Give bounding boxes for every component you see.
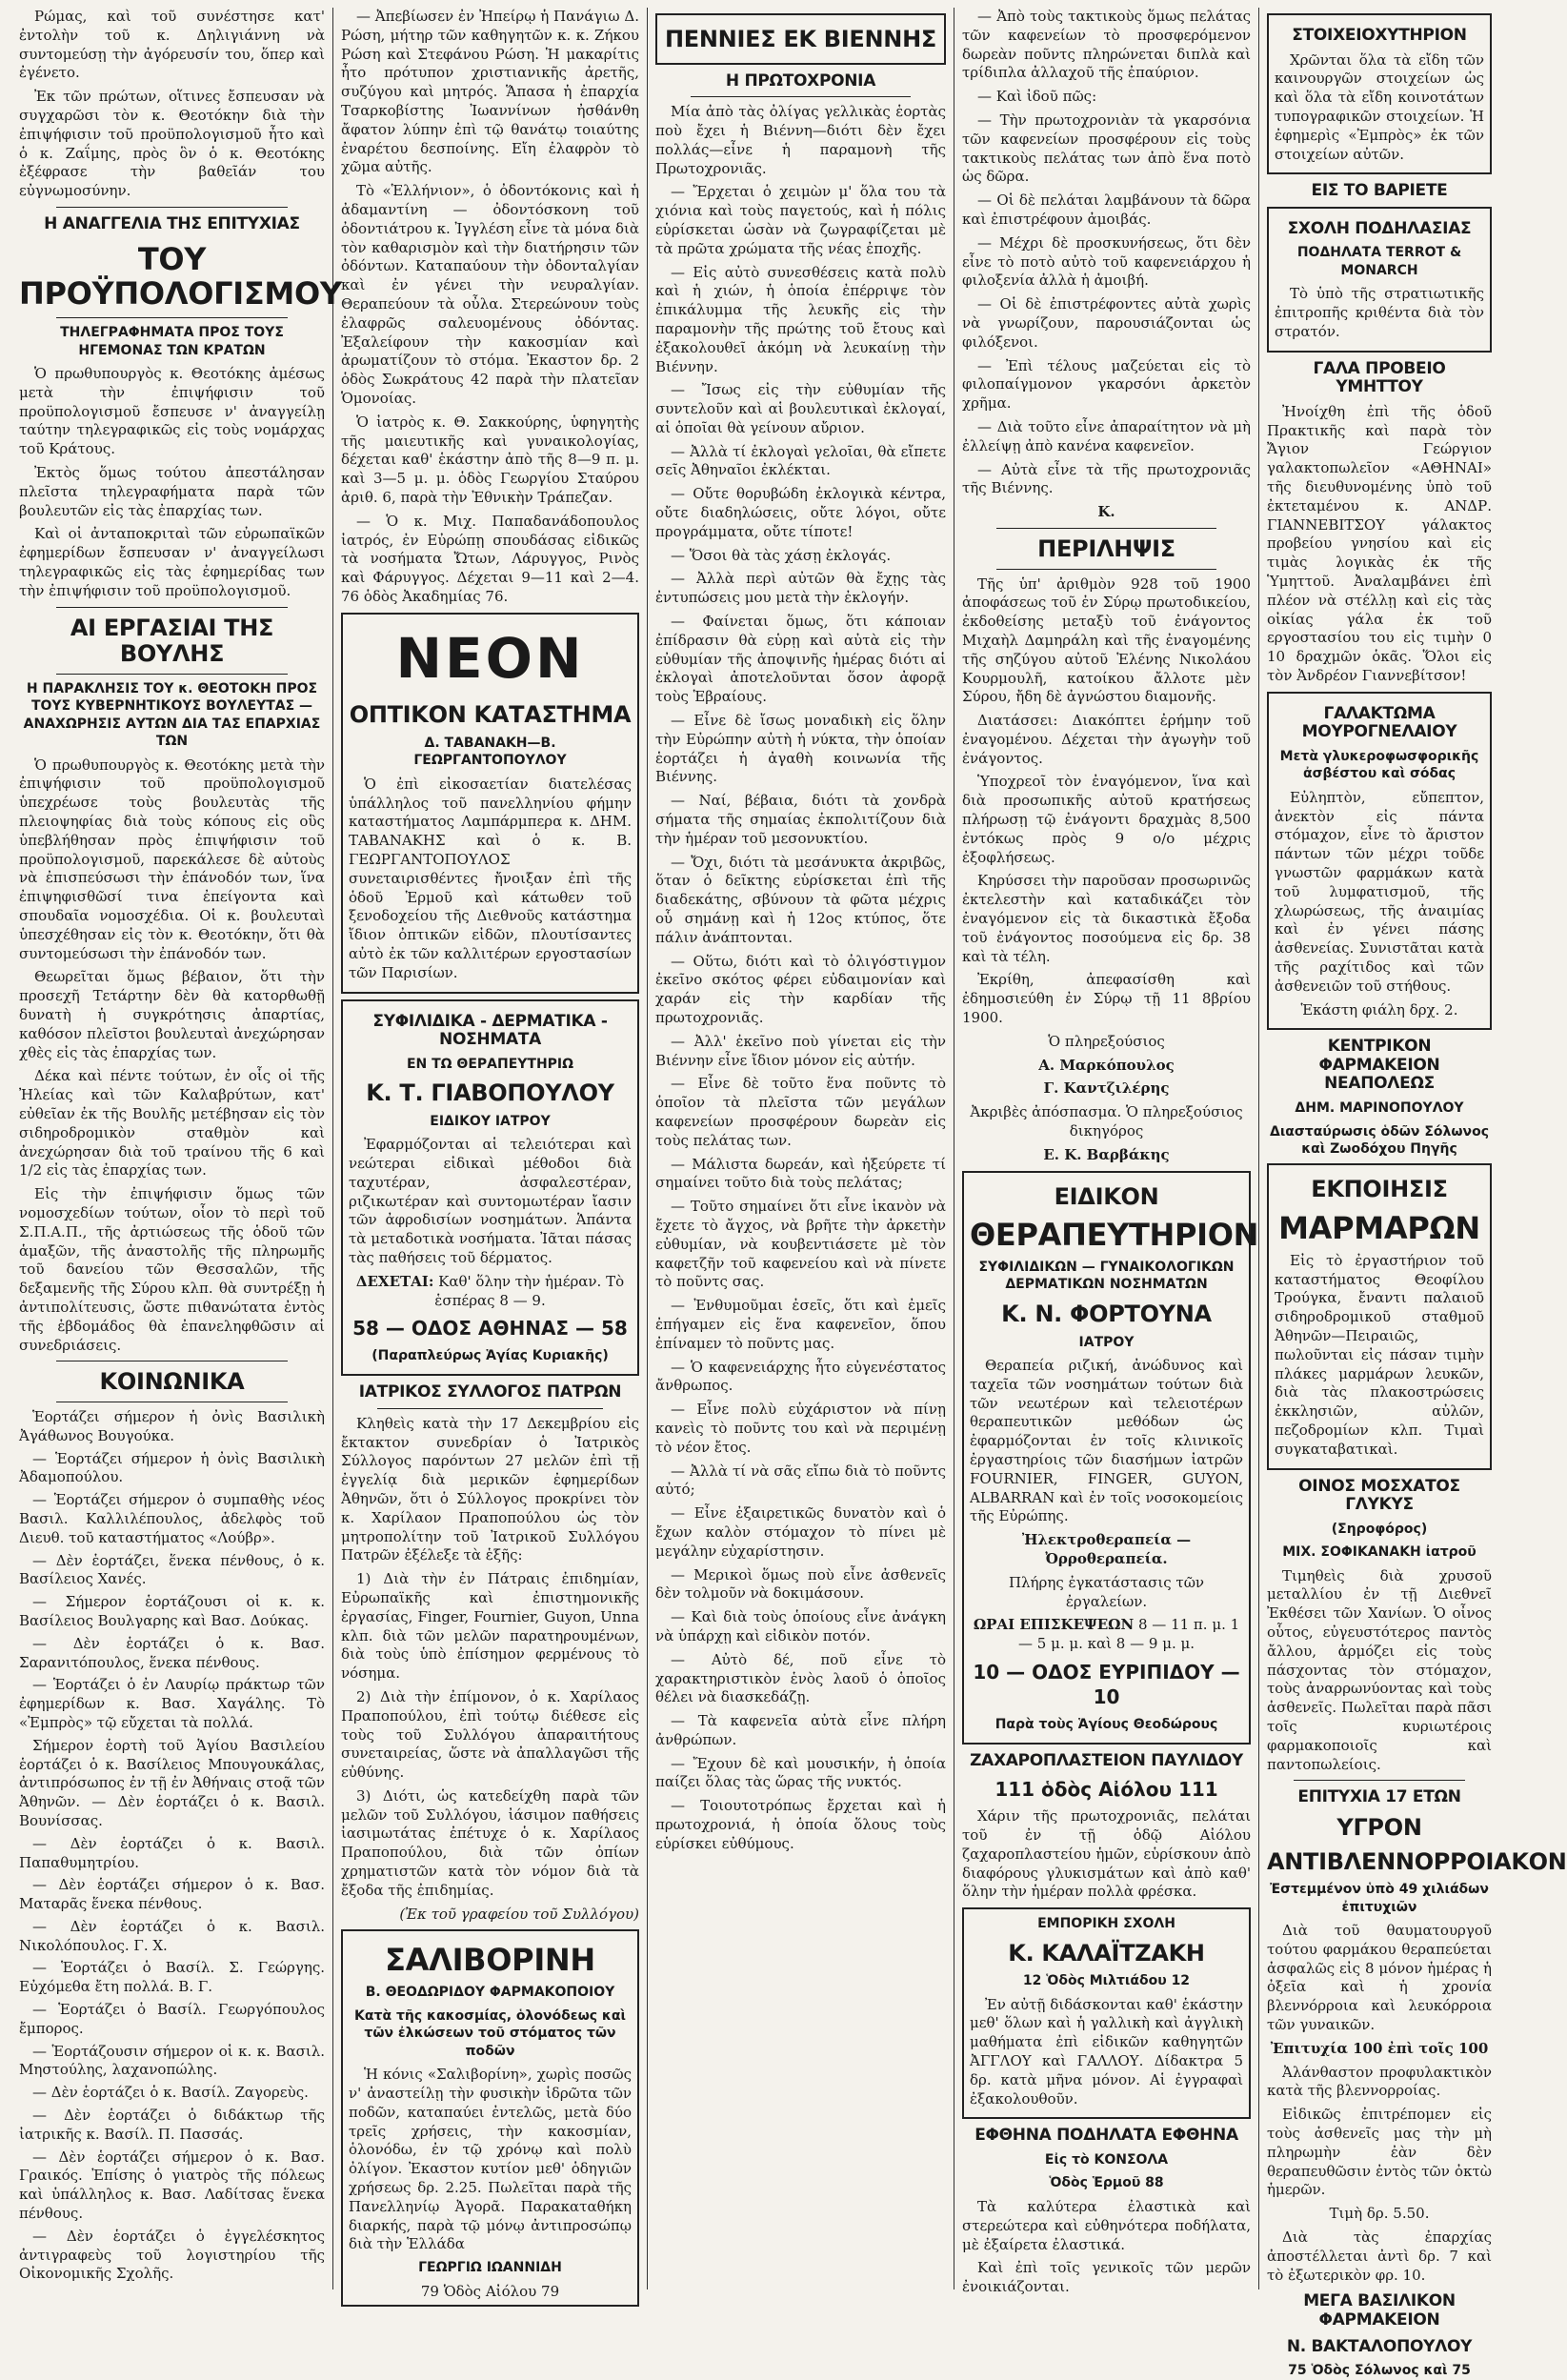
clinic-address: 10 — ΟΔΟΣ ΕΥΡΙΠΙΔΟΥ — 10 <box>973 1660 1240 1709</box>
clinic-extra: Ἠλεκτροθεραπεία — Ὀρροθεραπεία. <box>1021 1531 1192 1567</box>
marble-body: Εἰς τὸ ἐργαστήριον τοῦ καταστήματος Θεοφίλου Τρούγκα, ἔναντι παλαιοῦ σιδηροδρομικοῦ σταθμοῦ Ἀθηνῶν—Πειραιῶς, πωλοῦνται εἰς πάσαν τιμὴν πλάκες μαρμάρων λευκῶν, διὰ τὰς πλακοστρώσεις ἐκκλησιῶν, αὐλῶν, πεζοδρομίων κλπ. Τιμαὶ συγκαταβατικαὶ. <box>1275 1251 1484 1458</box>
marble-title: ΜΑΡΜΑΡΩΝ <box>1278 1210 1480 1247</box>
social-item: — Δὲν ἑορτάζει σήμερον ὁ κ. Βασ. Ματαρᾶς ἕνεκα πένθους. <box>19 1876 325 1913</box>
remedy-price: Τιμὴ δρ. 5.50. <box>1329 2205 1430 2223</box>
article-paragraph: — Καὶ ἰδοῦ πῶς: <box>977 88 1097 106</box>
clinic-doctor: Κ. Ν. ΦΟΡΤΟΥΝΑ <box>1001 1300 1212 1327</box>
article-paragraph: 2) Διὰ τὴν ἐπίμονον, ὁ κ. Χαρίλαος Πραποπούλου, ἐπὶ τούτῳ διέθεσε εἰς τοὺς τοῦ Συλλόγου ἀπαραιτήτους συνεταιρείας, ὥστε νὰ ἀπαλλαγῶσι τῆς εὐθύνης. <box>341 1687 639 1782</box>
royal-pharmacy-address: 75 Ὁδὸς Σόλωνος καὶ 75 <box>1288 2363 1471 2379</box>
marble-kicker: ΕΚΠΟΙΗΣΙΣ <box>1311 1176 1448 1203</box>
optical-subtitle: ΟΠΤΙΚΟΝ ΚΑΤΑΣΤΗΜΑ <box>349 701 632 729</box>
syphilis-title: ΣΥΦΙΛΙΔΙΚΑ - ΔΕΡΜΑΤΙΚΑ - ΝΟΣΗΜΑΤΑ <box>372 1011 608 1050</box>
bicycle-ad-title: ΕΦΘΗΝΑ ΠΟΔΗΛΑΤΑ ΕΦΘΗΝΑ <box>974 2126 1238 2146</box>
medical-association-headline: ΙΑΤΡΙΚΟΣ ΣΥΛΛΟΓΟΣ ΠΑΤΡΩΝ <box>358 1382 622 1402</box>
royal-pharmacy-title: ΜΕΓΑ ΒΑΣΙΛΙΚΟΝ ΦΑΡΜΑΚΕΙΟΝ <box>1303 2291 1456 2330</box>
cycling-school-body: Τὸ ὑπὸ τῆς στρατιωτικῆς ἐπιτροπῆς κριθέντα διὰ τὸν στρατόν. <box>1275 285 1484 340</box>
typefoundry-title: ΣΤΟΙΧΕΙΟΧΥΤΗΡΙΟΝ <box>1292 26 1467 45</box>
social-item: — Ἑορτάζει ὁ Βασίλ. Σ. Γεώργης. Εὐχόμεθα ἔτη πολλά. Β. Γ. <box>19 1959 325 1996</box>
social-item: — Δὲν ἑορτάζει ὁ κ. Βασ. Σαρανιτόπουλος, ἕνεκα πένθους. <box>19 1634 325 1671</box>
wine-subtitle: (Σηροφόρος) <box>1331 1521 1428 1537</box>
article-paragraph: Δέκα καὶ πέντε τούτων, ἐν οἷς οἱ τῆς Ἠλείας καὶ τῶν Καλαβρύτων, κατ' εὐθεῖαν ἐκ τῆς Βουλῆς μετέβησαν εἰς τὸν σιδηροδρομικὸν σταθμὸν καὶ ἀνεχώρησαν διὰ τοῦ τραίνου τῆς 6 καὶ 1/2 εἰς τὰς ἐπαρχίας των. <box>19 1067 325 1180</box>
summary-headline: ΠΕΡΙΛΗΨΙΣ <box>1037 534 1175 562</box>
article-paragraph: — Ἔχουν δὲ καὶ μουσικήν, ἡ ὁποία παίζει ὅλας τὰς ὥρας τῆς νυκτός. <box>655 1754 946 1791</box>
bicycle-ad-body: Τὰ καλύτερα ἐλαστικὰ καὶ στερεώτερα καὶ εὐθηνότερα ποδήλατα, μὲ ἐξαίρετα ἐλαστικά. <box>962 2197 1251 2253</box>
success-banner: ΕΠΙΤΥΧΙΑ 17 ΕΤΩΝ <box>1297 1787 1461 1807</box>
ad-paragraph: Ὁ ἰατρὸς κ. Θ. Σακκούρης, ὑφηγητὴς τῆς μαιευτικῆς καὶ γυναικολογίας, δέχεται καθ' ἑκάστην ἀπὸ τῆς 8—9 π. μ. καὶ 3—5 μ. μ. ὁδὸς Γεωργίου Σταύρου ἀριθ. 6, παρὰ τὴν Ἐθνικὴν Τράπεζαν. <box>341 413 639 506</box>
school-title: Κ. ΚΑΛΑΪΤΖΑΚΗ <box>1008 1939 1205 1967</box>
summary-signature-label: Ὁ πληρεξούσιος <box>1048 1032 1165 1050</box>
cod-liver-oil-title: ΓΑΛΑΚΤΩΜΑ ΜΟΥΡΟΓΝΕΛΑΙΟΥ <box>1301 703 1457 742</box>
syphilis-role: ΕΙΔΙΚΟΥ ΙΑΤΡΟΥ <box>430 1113 551 1129</box>
summary-signature-name: Α. Μαρκόπουλος <box>1038 1056 1175 1074</box>
article-signature: Κ. <box>1097 503 1115 521</box>
optical-owners: Δ. ΤΑΒΑΝΑΚΗ—Β. ΓΕΩΡΓΑΝΤΟΠΟΥΛΟΥ <box>413 735 567 769</box>
column-5 <box>1259 8 1567 2379</box>
remedy-subtitle: Ἐστεμμένον ὑπὸ 49 χιλιάδων ἐπιτυχιῶν <box>1270 1882 1489 1915</box>
cycling-school-title: ΣΧΟΛΗ ΠΟΔΗΛΑΣΙΑΣ <box>1287 218 1472 238</box>
social-item: — Δὲν ἑορτάζει, ἕνεκα πένθους, ὁ κ. Βασίλειος Χανές. <box>19 1551 325 1588</box>
works-headline: ΑΙ ΕΡΓΑΣΙΑΙ ΤΗΣ ΒΟΥΛΗΣ <box>70 614 274 668</box>
optical-body: Ὁ ἐπὶ εἰκοσαετίαν διατελέσας ὑπάλληλος τοῦ πανελληνίου φήμην καταστήματος Λαμπάρμπερα κ. ΔΗΜ. ΤΑΒΑΝΑΚΗΣ καὶ ὁ κ. Β. ΓΕΩΡΓΑΝΤΟΠΟΥΛΟΣ συνεταιρισθέντες ἤνοιξαν ἐπὶ τῆς ὁδοῦ Ἑρμοῦ καὶ κάτωθεν τοῦ ξενοδοχείου τῆς Διεθνοῦς κατάστημα ἴδιον ὀπτικῶν εἰδῶν, πλουτίσαντες αὐτὸ ἐκ τῶν καλλιτέρων εργοστασίων τῶν Παρισίων. <box>349 775 632 981</box>
salivorini-ad <box>341 1929 639 2307</box>
column-2 <box>333 8 648 2300</box>
remedy-body: Εἰδικῶς ἐπιτρέπομεν εἰς τοὺς ἀσθενεῖς μας τὴν μὴ πληρωμὴν ἐὰν δὲν θεραπευθῶσιν ἐντὸς τῶν ὀκτὼ ἡμερῶν. <box>1267 2106 1492 2199</box>
syphilis-address: 58 — ΟΔΟΣ ΑΘΗΝΑΣ — 58 <box>352 1317 628 1341</box>
pharmacy-address: Διασταύρωσις ὁδῶν Σόλωνος καὶ Ζωοδόχου Πηγῆς <box>1269 1123 1489 1157</box>
budget-kicker: Η ΑΝΑΓΓΕΛΙΑ ΤΗΣ ΕΠΙΤΥΧΙΑΣ <box>44 213 300 233</box>
remedy-success-rate: Ἐπιτυχία 100 ἐπὶ τοῖς 100 <box>1270 2039 1489 2057</box>
milk-title: ΓΑΛΑ ΠΡΟΒΕΙΟ ΥΜΗΤΤΟΥ <box>1313 358 1446 397</box>
salivorini-title: ΣΑΛΙΒΟΡΙΝΗ <box>385 1942 595 1979</box>
salivorini-tagline: Κατὰ τῆς κακοσμίας, ὁλονόδεως καὶ τῶν ἐλκώσεων τοῦ στόματος τῶν ποδῶν <box>354 2007 626 2059</box>
pastry-title: ΖΑΧΑΡΟΠΛΑΣΤΕΙΟΝ ΠΑΥΛΙΔΟΥ <box>970 1751 1243 1771</box>
cycling-school-subtitle: ΠΟΔΗΛΑΤΑ TERROT & MONARCH <box>1296 245 1462 278</box>
intro-paragraph: Ἐκ τῶν πρώτων, οἵτινες ἔσπευσαν νὰ συγχαρῶσι τὸν κ. Θεοτόκην διὰ τὴν ἐπιψήφισιν τοῦ προϋπολογισμοῦ ἦτο καὶ ὁ κ. Ζαΐμης, πρὸς ὃν ὁ κ. Θεοτόκης ἐξέφρασε τὴν βαθεῖάν του εὐγνωμοσύνην. <box>19 88 325 200</box>
article-paragraph: — Εἶνε ἐξαιρετικῶς δυνατὸν καὶ ὁ ἔχων καλὸν στόμαχον τὸ πίνει μὲ μεγάλην εὐχαρίστησιν. <box>655 1504 946 1560</box>
article-paragraph: — Οὕτω, διότι καὶ τὸ ὀλιγόστιγμον ἐκεῖνο σκότος φέρει εὐδαιμονίαν καὶ χαράν εἰς τὴν καρδίαν τῆς πρωτοχρονιᾶς. <box>655 952 946 1026</box>
royal-pharmacy-name: Ν. ΒΑΚΤΑΛΟΠΟΥΛΟΥ <box>1286 2336 1473 2356</box>
intro-paragraph: Ρώμας, καὶ τοῦ συνέστησε κατ' ἐντολὴν τοῦ κ. Δηλιγιάννη νὰ συντομεύσῃ τὴν ἀγόρευσίν του, ὅπερ καὶ ἐγένετο. <box>19 8 325 82</box>
article-paragraph: — Ναί, βέβαια, διότι τὰ χονδρὰ σήματα τῆς σημαίας ἐκπολιτίζουν διὰ τὴν ἡμέραν τοῦ μεσονυκτίου. <box>655 792 946 847</box>
article-paragraph: — Οἱ δὲ ἐπιστρέφοντες αὐτὰ χωρὶς νὰ γνωρίζουν, παρουσιάζονται ὡς φιλόξενοι. <box>962 295 1251 351</box>
social-item: — Ἑορτάζει σήμερον ἡ ὀνὶς Βασιλικὴ Ἀδαμοπούλου. <box>19 1449 325 1486</box>
school-ad <box>962 1907 1251 2119</box>
works-subheadline: Η ΠΑΡΑΚΛΗΣΙΣ ΤΟΥ κ. ΘΕΟΤΟΚΗ ΠΡΟΣ ΤΟΥΣ ΚΥΒΕΡΝΗΤΙΚΟΥΣ ΒΟΥΛΕΥΤΑΣ — ΑΝΑΧΩΡΗΣΙΣ ΑΥΤΩΝ ΔΙΑ ΤΑΣ ΕΠΑΡΧΙΑΣ ΤΩΝ <box>23 680 321 750</box>
summary-signature-note: Ἀκριβὲς ἀπόσπασμα. Ὁ πληρεξούσιος δικηγόρος <box>970 1103 1243 1140</box>
article-paragraph: Καὶ οἱ ἀνταποκριταὶ τῶν εὐρωπαϊκῶν ἐφημερίδων ἔσπευσαν ν' ἀναγγείλωσι τηλεγραφικῶς εἰς τὰς ἐφημερίδας των τὴν ἐπιψήφισιν τοῦ προϋπολογισμοῦ. <box>19 525 325 599</box>
salivorini-subtitle: Β. ΘΕΟΔΩΡΙΔΟΥ ΦΑΡΜΑΚΟΠΟΙΟΥ <box>365 1985 615 2001</box>
article-paragraph: — Ὅσοι θὰ τὰς χάσῃ ἐκλογάς. <box>671 546 892 564</box>
ad-paragraph: Τὸ «Ἑλλήνιον», ὁ ὀδοντόκονις καὶ ἡ ἀδαμαντίνη — ὀδοντόσκονη τοῦ ὀδοντιάτρου κ. Ἰγγλέση εἶνε τὰ μόνα διὰ τὸν καθαρισμὸν καὶ τὴν διατήρησιν τῶν ὀδόντων. Καταπαύουν τὴν ὀδονταλγίαν καὶ ἐν γένει τὴν νευραλγίαν. Θεραπεύουν τὰ οὖλα. Στερεώνουν τοὺς ἐλαφρῶς σαλευομένους ὀδόντας. Ἐξαλείφουν τὴν κακοσμίαν καὶ ἀρωματίζουν τὸ στόμα. Ἐκαστον δρ. 2 ὁδὸς Σωκράτους 42 παρὰ τὴν πλατεῖαν Ὁμονοίας. <box>341 182 639 407</box>
milk-body: Ἠνοίχθη ἐπὶ τῆς ὁδοῦ Πρακτικῆς καὶ παρὰ τὸν Ἄγιον Γεώργιον γαλακτοπωλεῖον «ΑΘΗΝΑΙ» τῆς διευθυνομένης ὑπὸ τοῦ ἐκτεταμένου κ. ΑΝΔΡ. ΓΙΑΝΝΕΒΙΤΣΟΥ γάλακτος προβείου γνησίου καὶ εἰς τιμὰς λογικὰς ἐκ τῆς Ὑμηττοῦ. Ἀναλαμβάνει ἐπὶ πλέον νὰ στέλλῃ καὶ εἰς τὰς οἰκίας γάλα ἐκ τοῦ εργοστασίου του εἰς τιμὴν 0 10 δραχμῶν ὁκᾶς. Ὅλοι εἰς τὸν Ἀνδρέον Γιαννεβίτσον! <box>1267 402 1492 684</box>
summary-paragraph: Κηρύσσει τὴν παροῦσαν προσωρινῶς ἐκτελεστὴν καὶ καταδικάζει τὸν ἐναγόμενον εἰς τὰ δικαστικὰ ἔξοδα τοῦ ἐνάγοντος ποσούμενα εἰς δρ. 38 καὶ τὰ τέλη. <box>962 872 1251 965</box>
clinic-ad <box>962 1171 1259 1745</box>
cod-liver-oil-body: Εὐληπτὸν, εὔπεπτον, ἀνεκτὸν εἰς πάντα στόμαχον, εἶνε τὸ ἄριστον πάντων τῶν μέχρι τοῦδε γνωστῶν φαρμάκων κατὰ τοῦ λυμφατισμοῦ, τῆς χλωρώσεως, τῆς ἀναιμίας καὶ ἐν γένει πάσης ἀσθενείας. Συνιστᾶται κατὰ τῆς ραχίτιδος καὶ τῶν ἀσθενειῶν τοῦ στήθους. <box>1275 788 1484 995</box>
school-body: Ἐν αὐτῇ διδάσκονται καθ' ἑκάστην μεθ' ὅλων καὶ ἡ γαλλικὴ καὶ ἀγγλικὴ μαθήματα ἐπὶ εἰδικῶν καθηγητῶν ἈΓΓΛΟΥ καὶ ΓΑΛΛΟΥ. Δίδακτρα 5 δρ. κατὰ μῆνα μόνον. Αἱ ἐγγραφαὶ ἐξακολουθοῦν. <box>970 1995 1243 2108</box>
article-paragraph: — Ἀπὸ τοὺς τακτικοὺς ὅμως πελάτας τῶν καφενείων τὸ προσφερόμενον δωρεὰν ποῦντς πληρώνεται διπλὰ καὶ τρίδιπλα ἀλλαχοῦ τῆς ἐπαύριον. <box>962 8 1251 82</box>
remedy-kicker: ΥΓΡΟΝ <box>1336 1813 1422 1841</box>
variety-headline: ΕΙΣ ΤΟ ΒΑΡΙΕΤΕ <box>1311 181 1448 201</box>
divider <box>56 607 289 608</box>
social-item: — Δὲν ἑορτάζει ὁ κ. Βασιλ. Νικολόπουλος. Γ. Χ. <box>19 1917 325 1954</box>
cycling-school-ad <box>1267 207 1492 353</box>
obituary-paragraph: — Ἀπεβίωσεν ἐν Ἠπείρῳ ἡ Πανάγιω Δ. Ρώση, μήτηρ τῶν καθηγητῶν κ. κ. Ζήκου Ρώση καὶ Στεφάνου Ρώση. Ἡ μακαρίτις ἦτο πρότυπον χριστιανικῆς ἀρετῆς, συζύγου καὶ μητρός. Ἅπασα ἡ ἐπαρχία Τσαρκοβίστης Ἰωαννίνων ἠσθάνθη ἄφατον λύπην ἐπὶ τῷ θανάτῳ τοιαύτης ἐναρέτου δεσποίνης. Εἴη ἐλαφρὸν τὸ χῶμα αὐτῆς. <box>341 8 639 176</box>
article-paragraph: — Εἰς αὐτὸ συνεσθέσεις κατὰ πολὺ καὶ ἡ χιών, ἡ ὁποία ἐπέρριψε τὸν ἐπικάλυμμα τῆς λευκῆς εἰς τὴν παραμονὴν τῆς πρώτης τοῦ ἔτους καὶ ἐξακολουθεῖ ἀκόμη νὰ λευκαίνῃ τὴν Βιέννην. <box>655 263 946 375</box>
clinic-hours: 8 — 11 π. μ. 1 — 5 μ. μ. καὶ 8 — 9 μ. μ. <box>1018 1616 1240 1653</box>
article-paragraph: 1) Διὰ τὴν ἐν Πάτραις ἐπιδημίαν, Εὐρωπαϊκῆς καὶ ἐπιστημονικῆς ἐργασίας, Finger, Fournier, Guyon, Unna κλπ. διὰ τῶν μελῶν παρατηρουμένων, διὰ τοὺς ὑπὸ ἐπίσημον φερμένους τὸ νόσημα. <box>341 1570 639 1683</box>
remedy-body: Διὰ τοῦ θαυματουργοῦ τούτου φαρμάκου θεραπεύεται ἀσφαλῶς εἰς 8 μόνον ἡμέρας ἡ ὀξεῖα καὶ ἡ χρονία βλεννόρροια καὶ λευκόρροια τῶν γυναικῶν. <box>1267 1922 1492 2034</box>
pastry-address: 111 ὁδὸς Αἰόλου 111 <box>994 1777 1218 1801</box>
social-headline: ΚΟΙΝΩΝΙΚΑ <box>99 1368 245 1396</box>
article-paragraph: — Ἴσως εἰς τὴν εὐθυμίαν τῆς συντελοῦν καὶ αἱ βουλευτικαὶ ἐκλογαί, αἱ ὁποῖαι θὰ γείνουν αὔριον. <box>655 381 946 436</box>
salivorini-agent: ΓΕΩΡΓΙΩ ΙΩΑΝΝΙΔΗ <box>418 2260 562 2276</box>
syphilis-body: Ἐφαρμόζονται αἱ τελειότεραι καὶ νεώτεραι εἰδικαὶ μέθοδοι διὰ ταχυτέραν, ἀσφαλεστέραν, ριζικωτέραν καὶ συντομωτέραν ἴασιν τῶν ἀφροδισίων νοσημάτων. Ἁπάντα τὰ μεταδοτικὰ νοσήματα. Ἰᾶται πάσας τὰς παθήσεις τοῦ δέρματος. <box>349 1136 632 1266</box>
bicycle-ad-subtitle: Εἰς τὸ ΚΟΝΣΟΛΑ <box>1044 2152 1169 2168</box>
article-paragraph: — Οὔτε θορυβώδη ἐκλογικὰ κέντρα, οὔτε διαδηλώσεις, οὔτε λόγοι, οὔτε προγράμματα, οὔτε τίποτε! <box>655 485 946 540</box>
article-paragraph: — Ἐπὶ τέλους μαζεύεται εἰς τὸ φιλοπαίγμονον γκαρσόνι ἀρκετὸν χρῆμα. <box>962 356 1251 413</box>
article-paragraph: — Ἐνθυμοῦμαι ἐσεῖς, ὅτι καὶ ἐμεῖς ἐπήγαμεν εἰς ἕνα καφενεῖον, ὅπου ἐπίναμεν τὸ ποῦντς μας. <box>655 1297 946 1352</box>
clinic-role: ΙΑΤΡΟΥ <box>1078 1334 1135 1350</box>
marble-ad <box>1267 1163 1492 1469</box>
syphilis-hours-label: ΔΕΧΕΤΑΙ: <box>355 1272 434 1290</box>
article-paragraph: — Ὁ καφενειάρχης ἦτο εὐγενέστατος ἄνθρωπος. <box>655 1358 946 1395</box>
wine-body: Τιμηθεὶς διὰ χρυσοῦ μεταλλίου ἐν τῇ Διεθνεῖ Ἐκθέσει τῶν Χανίων. Ὁ οἶνος οὗτος, εὐγευστότερος παντὸς ἄλλου, ἀρμόζει εἰς τοὺς πάσχοντας τὸν στόμαχον, τοὺς ἀναρρωνύοντας καὶ τοὺς ἀσθενεῖς. Πωλεῖται παρὰ πᾶσι τοῖς κυριωτέροις φαρμακοποιοῖς καὶ παντοπωλείοις. <box>1267 1566 1492 1773</box>
vienna-headline: ΠΕΝΝΙΕΣ ΕΚ ΒΙΕΝΝΗΣ <box>665 26 936 52</box>
social-item: — Δὲν ἑορτάζει ὁ διδάκτωρ τῆς ἰατρικῆς κ. Βασίλ. Π. Πασσάς. <box>19 2107 325 2143</box>
syphilis-hours: Καθ' ὅλην τὴν ἡμέραν. Τὸ ἑσπέρας 8 — 9. <box>434 1272 625 1309</box>
clinic-body: Θεραπεία ριζική, ἀνώδυνος καὶ ταχεῖα τῶν νοσημάτων τούτων διὰ τῶν νεωτέρων καὶ τελειοτέρων θεραπευτικῶν μεθόδων ὡς ἐφαρμόζονται ἐν τοῖς κλινικοῖς ἐργαστηρίοις τῶν διασήμων ἰατρῶν FOURNIER, FINGER, GUYON, ALBARRAN καὶ ἐν τοῖς νοσοκομείοις τῆς Εὐρώπης. <box>970 1357 1243 1525</box>
divider <box>56 207 289 208</box>
article-paragraph: Θεωρεῖται ὅμως βέβαιον, ὅτι τὴν προσεχῆ Τετάρτην δὲν θὰ κατορθωθῇ δυνατὴ ἡ συγκρότησις ἀπαρτίας, καθόσον πλεῖστοι βουλευταὶ ἀνεχώρησαν χθὲς εἰς τὰς ἐπαρχίας των. <box>19 968 325 1061</box>
clinic-subtitle: ΣΥΦΙΛΙΔΙΚΩΝ — ΓΥΝΑΙΚΟΛΟΓΙΚΩΝ ΔΕΡΜΑΤΙΚΩΝ ΝΟΣΗΜΑΤΩΝ <box>978 1260 1235 1293</box>
article-paragraph: Ἐκτὸς ὅμως τούτου ἀπεστάλησαν πλεῖστα τηλεγραφήματα παρὰ τῶν βουλευτῶν εἰς τὰς ἐπαρχίας των. <box>19 464 325 519</box>
social-item: — Ἑορτάζει σήμερον ὁ συμπαθὴς νέος Βασιλ. Καλλιλέπουλος, ἀδελφὸς τοῦ Διευθ. τοῦ καταστήματος «Λούβρ». <box>19 1491 325 1546</box>
article-paragraph: — Τὴν πρωτοχρονιὰν τὰ γκαρσόνια τῶν καφενείων προσφέρουν εἰς τοὺς τακτικοὺς πελάτας των ἀπὸ ἕνα ποτὸ ὡς δῶρα. <box>962 111 1251 186</box>
salivorini-body: Ἡ κόνις «Σαλιβορίνη», χωρὶς ποσῶς ν' ἀναστείλῃ τὴν φυσικὴν ἱδρῶτα τῶν ποδῶν, καταπαύει ἐντελῶς, μετὰ δύο τρεῖς χρήσεις, τὴν κακοσμίαν, ὁλονόδω, ἐν τῷ χρόνῳ καὶ πολὺ ὀλίγον. Ἐκαστον κυτίον μεθ' ὁδηγιῶν χρήσεως δρ. 2.25. Πωλεῖται παρὰ τῆς Πανελληνίῳ Ἀγορᾶ. Παρακαταθήκη διαρκής, παρὰ τῷ μόνῳ ἀντιπροσώπῳ διὰ τὴν Ἑλλάδα <box>349 2066 632 2253</box>
salivorini-address: 79 Ὁδὸς Αἰόλου 79 <box>420 2282 560 2300</box>
article-paragraph: — Μέχρι δὲ προσκυνήσεως, ὅτι δὲν εἶνε τὸ ποτὸ αὐτὸ τοῦ καφενειάρχου ἡ φιλοξενία ἀλλὰ ἡ ἀμοιβή. <box>962 233 1251 290</box>
neon-title: ΝΕΟΝ <box>395 625 585 691</box>
article-paragraph: — Τοῦτο σημαίνει ὅτι εἶνε ἱκανὸν νὰ ἔχετε τὸ ἄγχος, νὰ βρῆτε τὴν ἀρκετὴν εὐθυμίαν, νὰ κουβεντιάσετε μὲ τὸν καφετζῆν τοῦ καφενείου καὶ νὰ πίνετε τὸ ποῦντς σας. <box>655 1198 946 1291</box>
clinic-hours-label: ΩΡΑΙ ΕΠΙΣΚΕΨΕΩΝ <box>973 1616 1135 1634</box>
remedy-title: ΑΝΤΙΒΛΕΝΝΟΡΡΟΙΑΚΟΝ <box>1267 1847 1567 1875</box>
article-paragraph: — Μάλιστα δωρεάν, καὶ ἠξεύρετε τί σημαίνει τοῦτο διὰ τοὺς πελάτας; <box>655 1155 946 1192</box>
summary-signature-name: Ε. Κ. Βαρβάκης <box>1043 1145 1170 1163</box>
typefoundry-ad <box>1267 13 1492 174</box>
article-paragraph: Ὁ πρωθυπουργὸς κ. Θεοτόκης ἀμέσως μετὰ τὴν ἐπιψήφισιν τοῦ προϋπολογισμοῦ ἔσπευσε ν' ἀναγγείλῃ ταύτην τηλεγραφικῶς εἰς τοὺς νομάρχας τοῦ Κράτους. <box>19 365 325 458</box>
divider <box>56 317 289 318</box>
cod-liver-oil-subtitle: Μετὰ γλυκεροφωσφορικῆς ἀσβέστου καὶ σόδας <box>1279 748 1479 782</box>
social-item: — Ἑορτάζουσιν σήμερον οἱ κ. κ. Βασιλ. Μηστούλης, λαχανοπώλης. <box>19 2042 325 2079</box>
column-3 <box>648 8 954 2289</box>
remedy-body: Ἀλάνθαστον προφυλακτικὸν κατὰ τῆς βλεννορροίας. <box>1267 2063 1492 2100</box>
social-item: Σήμερον ἑορτὴ τοῦ Ἁγίου Βασιλείου ἑορτάζει ὁ κ. Βασίλειος Μπουγουκάλας, ἀντιπρόσωπος ἐν τῇ ἐν Ἀθήναις στοᾷ τῶν Ἀθηνῶν. — Δὲν ἑορτάζει ὁ κ. Βασιλ. Βουνίσσας. <box>19 1736 325 1829</box>
article-paragraph: — Διὰ τοῦτο εἶνε ἀπαραίτητον νὰ μὴ ἐλλείψῃ ἀπὸ κανένα καφενεῖον. <box>962 417 1251 454</box>
divider <box>1294 1780 1464 1781</box>
typefoundry-body: Χρῶνται ὅλα τὰ εἴδη τῶν καινουργῶν στοιχείων ὡς καὶ ὅλα τὰ εἴδη κοινοτάτων τυπογραφικῶν στοιχείων. Ἡ ἐφημερὶς «Ἐμπρὸς» ἐκ τῶν στοιχείων αὐτῶν. <box>1275 50 1484 163</box>
article-paragraph: 3) Διότι, ὡς κατεδείχθη παρὰ τῶν μελῶν τοῦ Συλλόγου, ἰάσιμον παθήσεις ἰασιμωτάτας ἐπέτυχε ὁ κ. Χαρίλαος Πραποπούλου, διὰ τῶν ὀπίων χρηματιστῶν κατὰ τὸν νόμον διὰ τὰ ἔξοδα τῆς ἐπιδημίας. <box>341 1786 639 1899</box>
ad-paragraph: — Ὁ κ. Μιχ. Παπαδανάδοπουλος ἰατρός, ἐν Εὐρώπῃ σπουδάσας εἰδικῶς τὰ νοσήματα Ὤτων, Λάρυγγος, Ρινὸς καὶ Φάρυγγος. Δέχεται 9—11 καὶ 2—4. 76 ὁδὸς Ἀκαδημίας 76. <box>341 512 639 605</box>
social-item: — Δὲν ἑορτάζει ὁ κ. Βασίλ. Ζαγορεὺς. <box>32 2084 309 2102</box>
pastry-body: Χάριν τῆς πρωτοχρονιᾶς, πελάται τοῦ ἐν τῇ ὁδῷ Αἰόλου ζαχαροπλαστείου ἡμῶν, εὑρίσκουν ἀπὸ διαφόρους γλυκισμάτων καὶ ἀπὸ καθ' ὅλην τὴν ἡμέραν πολλὰ φρέσκα. <box>962 1807 1251 1901</box>
article-paragraph: — Μερικοὶ ὅμως ποὺ εἶνε ἀσθενεῖς δὲν τολμοῦν νὰ δοκιμάσουν. <box>655 1565 946 1603</box>
article-paragraph: — Καὶ διὰ τοὺς ὁποίους εἶνε ἀνάγκη νὰ ὑπάρχῃ καὶ εἰδικὸν ποτόν. <box>655 1608 946 1644</box>
budget-subheadline: ΤΗΛΕΓΡΑΦΗΜΑΤΑ ΠΡΟΣ ΤΟΥΣ ΗΓΕΜΟΝΑΣ ΤΩΝ ΚΡΑΤΩΝ <box>60 325 284 358</box>
article-paragraph: — Ἔρχεται ὁ χειμὼν μ' ὅλα του τὰ χιόνια καὶ τοὺς παγετούς, καὶ ἡ πόλις εὑρίσκεται ὡσὰν νὰ ζωγραφίζεται μὲ τὰ πρῶτα χρώματα τῆς νέας ἐποχῆς. <box>655 183 946 257</box>
pharmacy-owner: ΔΗΜ. ΜΑΡΙΝΟΠΟΥΛΟΥ <box>1295 1100 1464 1117</box>
article-paragraph: — Ἀλλ' ἐκεῖνο ποὺ γίνεται εἰς τὴν Βιέννην εἶνε ἴδιον μόνον εἰς αὐτήν. <box>655 1032 946 1069</box>
divider <box>691 96 912 97</box>
summary-paragraph: Τῆς ὑπ' ἀριθμὸν 928 τοῦ 1900 ἀποφάσεως τοῦ ἐν Σύρῳ πρωτοδικείου, ἐκδοθείσης μεταξὺ τοῦ ἐνάγοντος Μιχαὴλ Δαμηράλη καὶ τῆς ἐναγομένης τῆς σηζύγου αὐτοῦ Ἑλένης Νικολάου Κουρμουλῆ, κατοίκου ἄλλοτε μὲν Σύρου, ἤδη δὲ ἀγνώστου διαμονῆς. <box>962 575 1251 706</box>
divider <box>996 569 1215 570</box>
bicycle-ad-address: Ὁδὸς Ἑρμοῦ 88 <box>1049 2175 1164 2191</box>
social-item: — Δὲν ἑορτάζει ὁ κ. Βασιλ. Παπαθυμητρίου. <box>19 1834 325 1871</box>
clinic-kicker: ΕΙΔΙΚΟΝ <box>1054 1182 1159 1210</box>
article-paragraph: Μία ἀπὸ τὰς ὀλίγας γελλικὰς ἑορτὰς ποὺ ἔχει ἡ Βιέννη—διότι δὲν ἔχει πολλάς—εἶνε ἡ παραμονὴ τῆς Πρωτοχρονιᾶς. <box>655 103 946 177</box>
cod-liver-oil-ad <box>1267 692 1492 1031</box>
article-paragraph: — Ἀλλὰ περὶ αὐτῶν θὰ ἔχῃς τὰς ἐντυπώσεις μου μετὰ τὴν ἐκλογήν. <box>655 570 946 607</box>
divider <box>996 528 1215 529</box>
article-paragraph: — Ἀλλὰ τί ἐκλογαὶ γελοῖαι, θὰ εἴπετε σεῖς Ἀθηναῖοι ἐκλέκται. <box>655 442 946 479</box>
divider <box>56 674 289 675</box>
clinic-address-note: Παρὰ τοὺς Ἁγίους Θεοδώρους <box>994 1716 1218 1732</box>
syphilis-doctor: Κ. Τ. ΓΙΑΒΟΠΟΥΛΟΥ <box>366 1079 614 1107</box>
school-kicker: ΕΜΠΟΡΙΚΗ ΣΧΟΛΗ <box>1037 1916 1175 1932</box>
social-item: — Δὲν ἑορτάζει σήμερον ὁ κ. Βασ. Γραικός. Ἐπίσης ὁ γιατρὸς τῆς πόλεως καὶ ὑπάλληλος κ. Βασ. Λαδίτσας ἕνεκα πένθους. <box>19 2148 325 2223</box>
article-paragraph: — Τοιουτοτρόπως ἔρχεται καὶ ἡ πρωτοχρονιά, ἡ ὁποία ὅλους τοὺς εὑρίσκει εὐθύμους. <box>655 1797 946 1852</box>
remedy-shipping: Διὰ τὰς ἐπαρχίας ἀποστέλλεται ἀντὶ δρ. 7 καὶ τὸ ἐξωτερικὸν φρ. 10. <box>1267 2229 1492 2284</box>
optical-ad <box>341 613 639 994</box>
article-paragraph: — Τὰ καφενεῖα αὐτὰ εἶνε πλήρη ἀνθρώπων. <box>655 1712 946 1748</box>
social-item: — Σήμερον ἑορτάζουσι οἱ κ. κ. Βασίλειος Βουλγαρης καὶ Βασ. Δούκας. <box>19 1593 325 1629</box>
syphilis-clinic: ΕΝ ΤΩ ΘΕΡΑΠΕΥΤΗΡΙΩ <box>406 1056 574 1072</box>
social-item: — Ἑορτάζει ὁ Βασίλ. Γεωργόπουλος ἔμπορος. <box>19 2001 325 2037</box>
article-paragraph: — Αὐτὸ δέ, ποῦ εἶνε τὸ χαρακτηριστικὸν ἑνὸς λαοῦ ὁ ὁποῖος θέλει νὰ διασκεδάζῃ. <box>655 1650 946 1706</box>
column-4 <box>954 8 1259 2296</box>
wine-title: ΟΙΝΟΣ ΜΟΣΧΑΤΟΣ ΓΛΥΚΥΣ <box>1298 1476 1460 1515</box>
clinic-title: ΘΕΡΑΠΕΥΤΗΡΙΟΝ <box>970 1217 1259 1254</box>
article-paragraph: Κληθεὶς κατὰ τὴν 17 Δεκεμβρίου εἰς ἔκτακτον συνεδρίαν ὁ Ἰατρικὸς Σύλλογος παρόντων 27 μελῶν ἐπὶ τῇ ἐγγελίᾳ διὰ μερικῶν ἐφημερίδων Ἀθηνῶν, ὅτι ὁ Σύλλογος προκρίνει τὸν κ. Χαρίλαον Πραποπούλου ὡς τὸν μητροπολίτην τοῦ Ἰατρικοῦ Συλλόγου Πατρῶν ἐξέλεξε τὰ ἑξῆς: <box>341 1414 639 1564</box>
article-paragraph: — Αὐτὰ εἶνε τὰ τῆς πρωτοχρονιᾶς τῆς Βιέννης. <box>962 460 1251 497</box>
school-address: 12 Ὁδὸς Μιλτιάδου 12 <box>1022 1973 1191 1989</box>
pharmacy-title: ΚΕΝΤΡΙΚΟΝ ΦΑΡΜΑΚΕΙΟΝ ΝΕΑΠΟΛΕΩΣ <box>1318 1037 1440 1094</box>
cod-liver-oil-price: Ἑκάστη φιάλη δρχ. 2. <box>1300 1000 1458 1019</box>
bicycle-ad-body: Καὶ ἐπὶ τοῖς γενικοῖς τῶν μερῶν ἐνοικιάζονται. <box>962 2259 1251 2296</box>
summary-paragraph: Ὑποχρεοῖ τὸν ἐναγόμενον, ἵνα καὶ διὰ προσωπικῆς αὐτοῦ κρατήσεως πλήρωσῃ τῷ ἐνάγοντι δραχμὰς 8,500 ἐντόκως πρὸς 9 ο/ο μέχρις ἐξοφλήσεως. <box>962 773 1251 866</box>
summary-paragraph: Διατάσσει: Διακόπτει ἐρήμην τοῦ ἐναγομένου. Δέχεται τὴν ἀγωγὴν τοῦ ἐνάγοντος. <box>962 712 1251 767</box>
column-1 <box>11 8 342 2289</box>
budget-headline: ΤΟΥ ΠΡΟΫΠΟΛΟΓΙΣΜΟΥ <box>19 240 342 313</box>
summary-paragraph: Ἐκρίθη, ἀπεφασίσθη καὶ ἐδημοσιεύθη ἐν Σύρῳ τῇ 11 8βρίου 1900. <box>962 971 1251 1027</box>
social-item: — Δὲν ἑορτάζει ὁ ἐγγελέσκητος ἀντιγραφεὺς τοῦ λογιστηρίου τῆς Οἰκονομικῆς Σχολῆς. <box>19 2227 325 2283</box>
syphilis-address-note: (Παραπλεύρως Ἁγίας Κυριακῆς) <box>372 1347 609 1363</box>
article-paragraph: Εἰς τὴν ἐπιψήφισιν ὅμως τῶν νομοσχεδίων τούτων, οἷον τὸ περὶ τοῦ Σ.Π.Α.Π., τῆς ἀρτιώσεως τῆς ὁδοῦ τῶν ἁμαξῶν, τῆς ἀναστολῆς τῆς πληρωμῆς τοῦ δανείου τῶν Θεσσαλῶν, τῆς δεξαμενῆς τῆς Σύρου κλπ. θὰ συντρέξῃ ἡ ἀντιπολίτευσις, ὥστε πιθανώτατα ἐντὸς τῆς ἑβδομάδος θὰ ἐπανεληφθῶσιν αἱ συνεδριάσεις. <box>19 1185 325 1354</box>
vienna-subheadline: Η ΠΡΩΤΟΧΡΟΝΙΑ <box>725 71 876 91</box>
clinic-extra: Πλήρης ἐγκατάστασις τῶν ἐργαλείων. <box>1008 1573 1205 1610</box>
social-item: Ἑορτάζει σήμερον ἡ ὀνὶς Βασιλικὴ Ἀγάθωνος Βουγούκα. <box>19 1407 325 1444</box>
wine-maker: ΜΙΧ. ΣΟΦΙΚΑΝΑΚΗ ἰατροῦ <box>1282 1544 1477 1561</box>
article-paragraph: — Φαίνεται ὅμως, ὅτι κάποιαν ἐπίδρασιν θὰ εὑρῃ καὶ αὐτὰ εἰς τὴν εὐθυμίαν τῆς ἀποψινῆς ἡμέρας διότι αἱ ἐκλογαὶ ἀποτελοῦνται ὅσον ἀφορᾷ τοὺς Ἑβραίους. <box>655 613 946 706</box>
association-signature: (Ἐκ τοῦ γραφείου τοῦ Συλλόγου) <box>399 1905 639 1923</box>
article-paragraph: — Εἶνε δὲ τοῦτο ἕνα ποῦντς τὸ ὁποῖον τὰ πλεῖστα τῶν μεγάλων καφενείων προσφέρουν δωρεὰν εἰς τοὺς πελάτας των. <box>655 1075 946 1149</box>
syphilis-ad <box>341 999 639 1377</box>
divider <box>377 1408 604 1409</box>
article-paragraph: — Οἱ δὲ πελάται λαμβάνουν τὰ δῶρα καὶ ἐπιστρέφουν ἀμοιβάς. <box>962 192 1251 228</box>
article-paragraph: — Ὄχι, διότι τὰ μεσάνυκτα ἀκριβῶς, ὅταν ὁ δεῖκτης εὑρίσκεται ἐπὶ τῆς διαδεκάτης, σβύνουν τὰ φῶτα μέχρις οὗ σημάνῃ καὶ ἡ 12ος κτύπος, ὅτε πάλιν ἀνάπτονται. <box>655 853 946 946</box>
article-paragraph: Ὁ πρωθυπουργὸς κ. Θεοτόκης μετὰ τὴν ἐπιψήφισιν τοῦ προϋπολογισμοῦ ὑπεχρέωσε τοὺς βουλευτὰς τῆς πλειοψηφίας διὰ τοὺς κόπους εἰς οὓς ὑπεβλήθησαν πρὸς ἐπιψήφισιν τοῦ προϋπολογισμοῦ, παρεκάλεσε δὲ αὐτοὺς νὰ ἐπισπεύσωσι τὴν ἐπάνοδόν των, ἵνα ἐπιψηφισθῶσί τινα ἐπείγοντα καὶ σπουδαῖα νομοσχέδια. Οἱ κ. βουλευταὶ ὑπεσχέθησαν εἰς τὸν κ. Θεοτόκην, ὅτι θὰ συντομεύσωσι τὴν ἐπάνοδόν των. <box>19 756 325 962</box>
article-paragraph: — Εἶνε δὲ ἴσως μοναδικὴ εἰς ὅλην τὴν Εὐρώπην αὐτὴ ἡ νύκτα, τὴν ὁποίαν ἑορτάζει ἡ ἀγαθὴ κοινωνία τῆς Βιέννης. <box>655 712 946 786</box>
vienna-headline-box <box>655 13 946 65</box>
article-paragraph: — Ἀλλὰ τί νὰ σᾶς εἴπω διὰ τὸ ποῦντς αὐτό; <box>655 1462 946 1499</box>
summary-signature-name: Γ. Καντζιλέρης <box>1043 1079 1170 1098</box>
article-paragraph: — Εἶνε πολὺ εὐχάριστον νὰ πίνῃ κανεὶς τὸ ποῦντς του καὶ νὰ περιμένῃ τὸ νέον ἔτος. <box>655 1401 946 1456</box>
social-item: — Ἑορτάζει ὁ ἐν Λαυρίῳ πράκτωρ τῶν ἐφημερίδων κ. Βασ. Χαγάλης. Τὸ «Ἐμπρὸς» τῷ εὔχεται τὰ πολλά. <box>19 1676 325 1731</box>
